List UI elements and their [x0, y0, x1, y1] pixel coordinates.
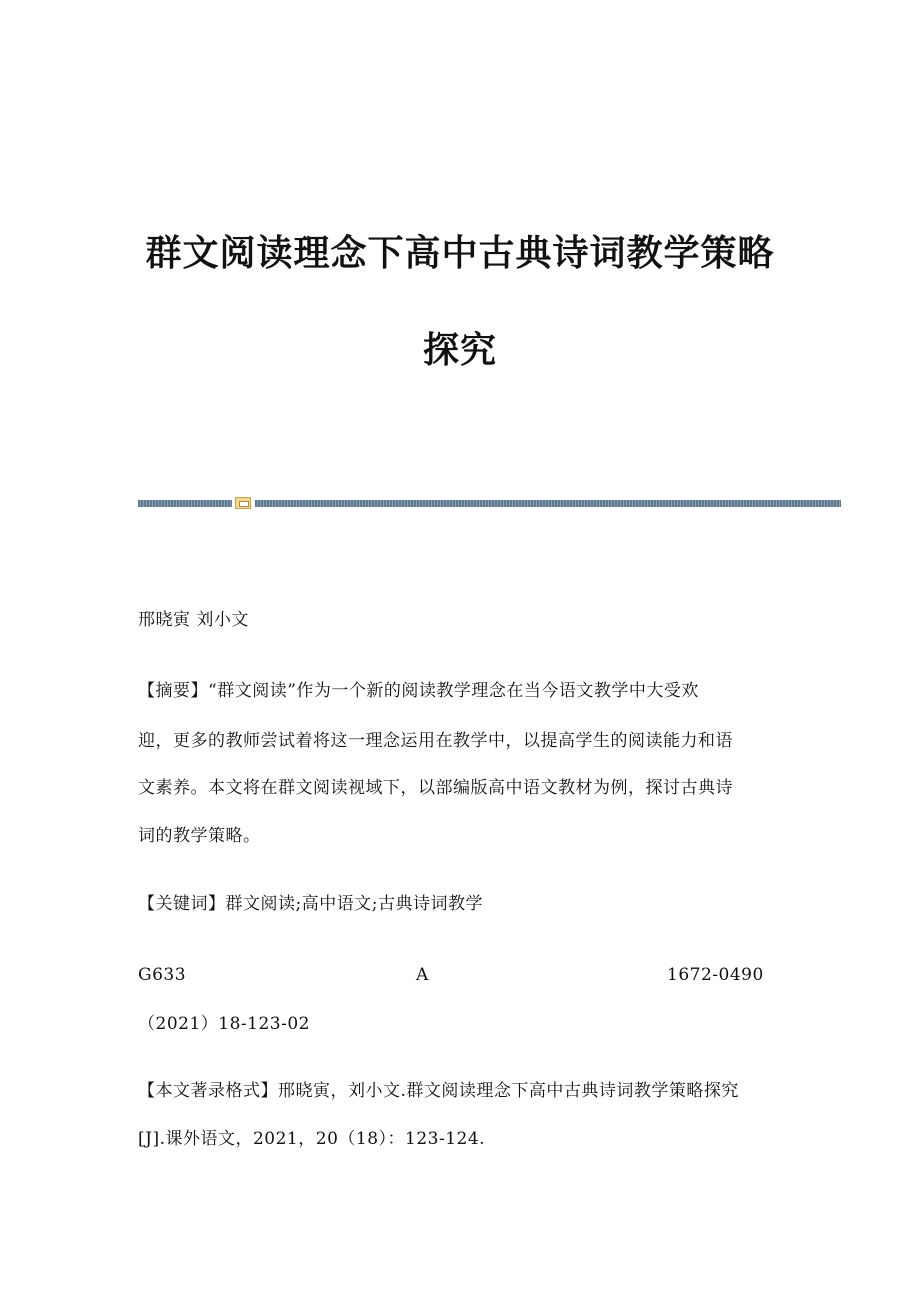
keywords: 【关键词】群文阅读;高中语文;古典诗词教学 [138, 894, 483, 914]
citation-line: 【本文著录格式】邢晓寅，刘小文.群文阅读理念下高中古典诗词教学策略探究 [138, 1081, 739, 1101]
document-code: A [416, 965, 429, 985]
citation-line: [J].课外语文，2021，20（18）：123-124. [138, 1129, 486, 1149]
divider-bar-right [255, 500, 841, 507]
abstract-line: 【摘要】“群文阅读”作为一个新的阅读教学理念在当今语文教学中大受欢 [138, 681, 699, 701]
title-divider [138, 497, 841, 509]
clc-number: G633 [138, 965, 187, 985]
abstract-line: 词的教学策略。 [138, 826, 261, 846]
document-title-line-2: 探究 [422, 330, 497, 371]
document-title-line-1: 群文阅读理念下高中古典诗词教学策略 [145, 233, 775, 274]
divider-bar-left [138, 500, 232, 507]
abstract-line: 文素养。本文将在群文阅读视域下，以部编版高中语文教材为例，探讨古典诗 [138, 778, 733, 798]
classification-row [138, 965, 764, 987]
issue-info: （2021）18-123-02 [138, 1014, 310, 1034]
abstract-line: 迎，更多的教师尝试着将这一理念运用在教学中，以提高学生的阅读能力和语 [138, 731, 733, 751]
divider-ornament-icon [235, 497, 251, 509]
authors: 邢晓寅 刘小文 [138, 610, 249, 630]
issn: 1672-0490 [667, 965, 764, 985]
